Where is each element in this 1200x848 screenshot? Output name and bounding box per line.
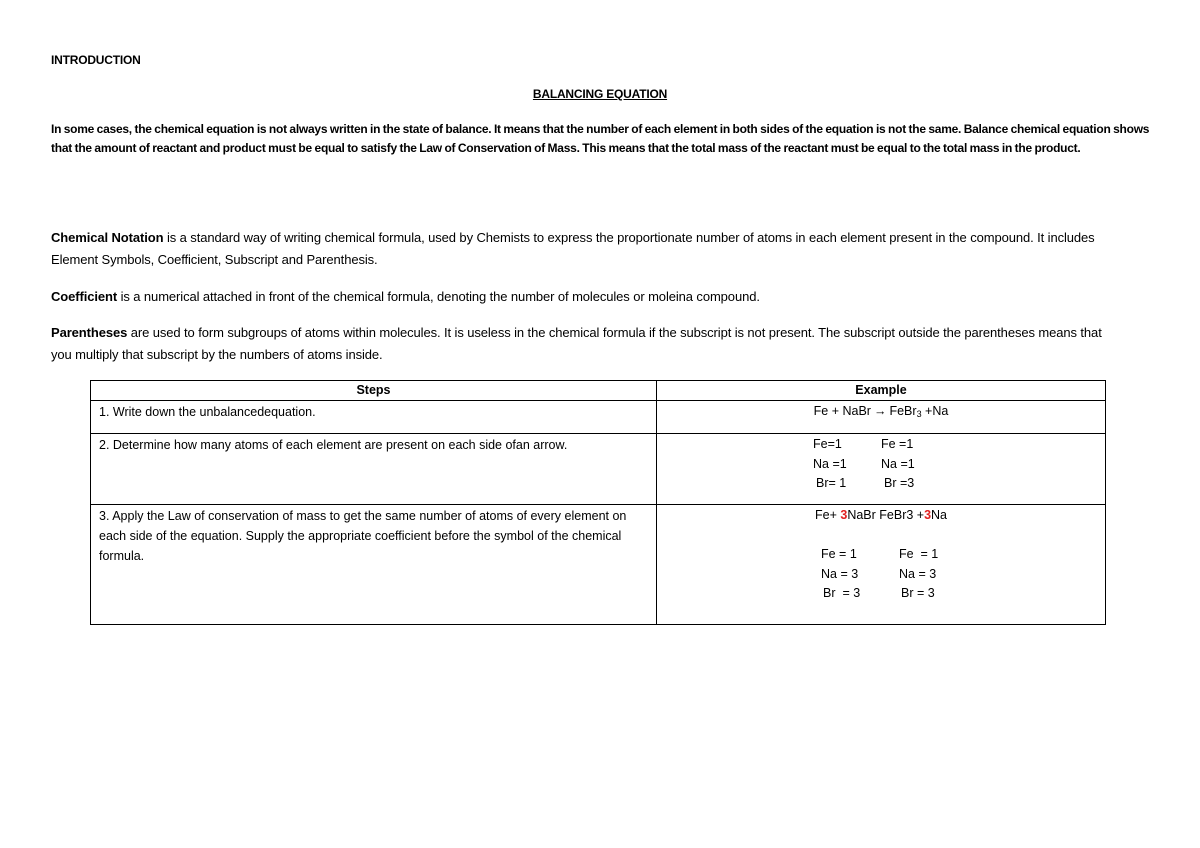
parentheses-paragraph bbox=[51, 322, 1121, 366]
coefficient-term: Coefficient bbox=[51, 289, 118, 304]
intro-paragraph: In some cases, the chemical equation is not always written in the state of balance. It means that the number of each element in both sides of the equation is not the same. Balance chemical equation shows that the amount of reactant and product must be equal to satisfy the Law of Conservation of Mass. This means that the total mass of the reactant must be equal to the total mass in the product. bbox=[51, 122, 1150, 155]
spacer bbox=[657, 525, 1105, 544]
count-left: Br = 3 bbox=[823, 586, 861, 600]
equation-part: NaBr FeBr3 + bbox=[847, 508, 925, 522]
chemical-notation-term: Chemical Notation bbox=[51, 230, 164, 245]
count-right: Na =1 bbox=[881, 456, 915, 471]
reaction-arrow-icon: → bbox=[873, 404, 887, 418]
step-1-text: 1. Write down the unbalancedequation. bbox=[91, 401, 657, 434]
step-3-example bbox=[657, 505, 1106, 625]
count-right: Fe = 1 bbox=[899, 547, 939, 561]
coefficient-paragraph bbox=[51, 286, 1121, 308]
balanced-equation bbox=[657, 505, 1105, 525]
parentheses-text: are used to form subgroups of atoms within molecules. It is useless in the chemical formula if the subscript is not present. The subscript outside the parentheses means that you multiply that subscript by the numbers of atoms inside. bbox=[51, 325, 1102, 362]
atom-count-grid bbox=[811, 435, 951, 494]
count-right: Na = 3 bbox=[899, 566, 937, 581]
step-1-example bbox=[657, 401, 1106, 434]
coefficient-text: is a numerical attached in front of the chemical formula, denoting the number of molecules or moleina compound. bbox=[117, 289, 760, 304]
count-left: Fe=1 bbox=[813, 437, 842, 451]
step-2-text: 2. Determine how many atoms of each element are present on each side ofan arrow. bbox=[91, 434, 657, 505]
steps-table bbox=[90, 380, 1106, 625]
steps-header: Steps bbox=[91, 381, 657, 401]
unbalanced-equation bbox=[657, 401, 1105, 424]
count-left: Br= 1 bbox=[816, 476, 847, 490]
table-row bbox=[91, 434, 1106, 505]
count-left: Na = 3 bbox=[821, 566, 859, 581]
table-row bbox=[91, 401, 1106, 434]
count-right: Fe =1 bbox=[881, 437, 914, 451]
count-right: Br = 3 bbox=[901, 586, 935, 600]
coefficient-highlight: 3 bbox=[924, 508, 932, 522]
count-left: Fe = 1 bbox=[821, 547, 857, 561]
parentheses-term: Parentheses bbox=[51, 325, 128, 340]
count-right: Br =3 bbox=[884, 476, 915, 490]
equation-product-suffix: +Na bbox=[921, 404, 949, 418]
example-header: Example bbox=[657, 381, 1106, 401]
step-2-example bbox=[657, 434, 1106, 505]
chemical-notation-text: is a standard way of writing chemical formula, used by Chemists to express the proportionate number of atoms in each element present in the compound. It includes Element Symbols, Coefficient, Subscript and Parenthesis. bbox=[51, 230, 1095, 267]
chemical-notation-paragraph bbox=[51, 227, 1121, 271]
page-title: BALANCING EQUATION bbox=[532, 87, 668, 101]
table-row bbox=[91, 505, 1106, 625]
step-3-text: 3. Apply the Law of conservation of mass to get the same number of atoms of every element on each side of the equation. Supply the appropriate coefficient before the symbol of the chemical formula. bbox=[91, 505, 657, 625]
equation-part: Na bbox=[931, 508, 948, 522]
atom-count-grid bbox=[811, 545, 951, 604]
equation-reactants: Fe + NaBr bbox=[813, 404, 871, 418]
equation-product-formula: FeBr bbox=[889, 404, 917, 418]
count-left: Na =1 bbox=[813, 456, 847, 471]
equation-product-subscript: 3 bbox=[916, 409, 922, 419]
equation-part: Fe+ bbox=[814, 508, 841, 522]
table-header-row bbox=[91, 381, 1106, 401]
coefficient-highlight: 3 bbox=[840, 508, 848, 522]
section-heading: INTRODUCTION bbox=[51, 53, 141, 67]
